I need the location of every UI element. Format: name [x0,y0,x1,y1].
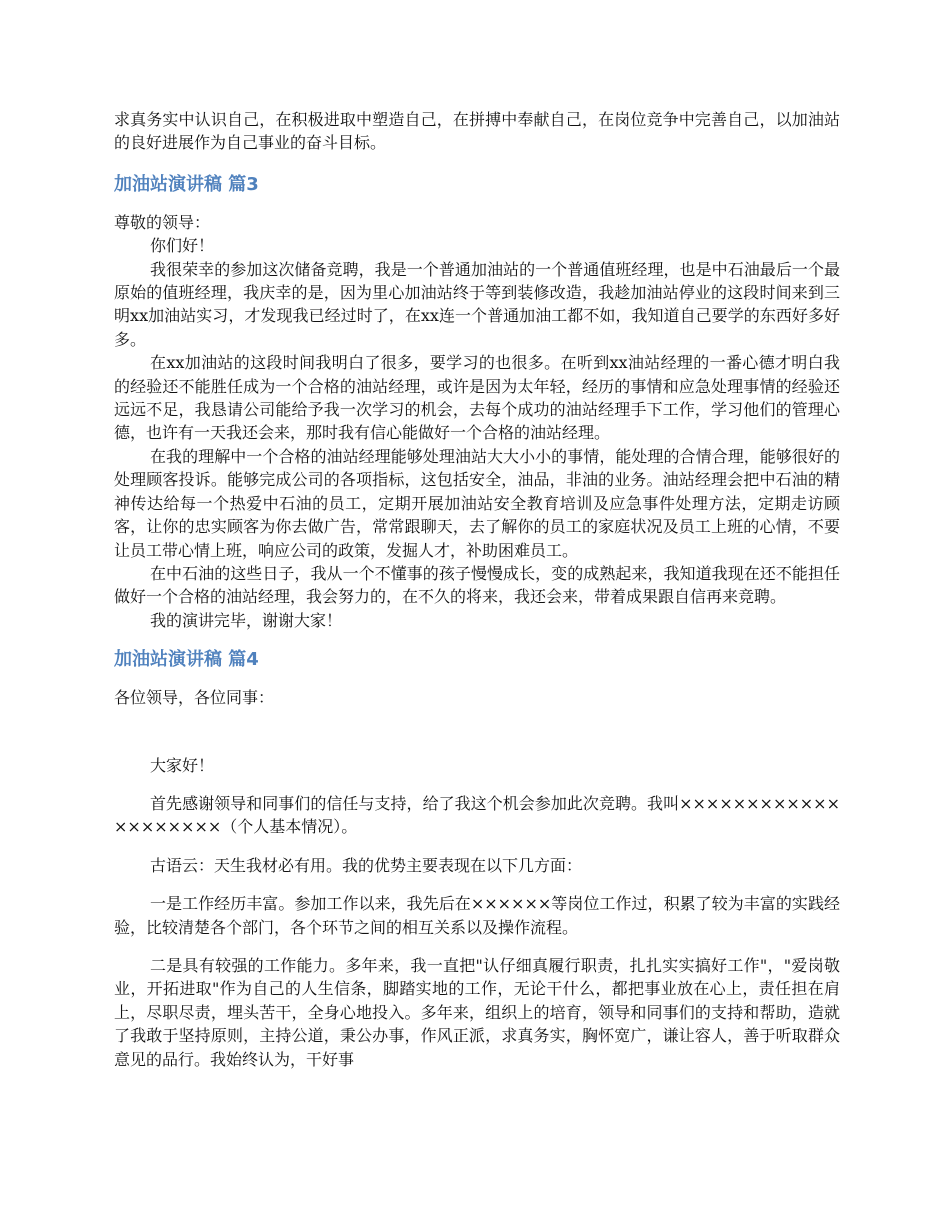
section3-heading: 加油站演讲稿 篇3 [114,173,259,195]
section3-hello: 你们好！ [150,236,215,256]
section3-paragraph-4: 在中石油的这些日子，我从一个不懂事的孩子慢慢成长，变的成熟起来，我知道我现在还不能担任做好一个合格的油站经理，我会努力的，在不久的将来，我还会来，带着成果跟自信再来竞聘。 [114,563,840,607]
intro-tail-paragraph: 求真务实中认识自己，在积极进取中塑造自己，在拼搏中奉献自己，在岗位竞争中完善自己，以加油站的良好进展作为自己事业的奋斗目标。 [114,110,840,153]
section3-paragraph-3: 在我的理解中一个合格的油站经理能够处理油站大大小小的事情，能处理的合情合理，能够很好的处理顾客投诉。能够完成公司的各项指标，这包括安全，油品，非油的业务。油站经理会把中石油的精神传达给每一个热爱中石油的员工，定期开展加油站安全教育培训及应急事件处理方法，定期走访顾客，让你的忠实顾客为你去做广告，常常跟聊天，去了解你的员工的家庭状况及员工上班的心情，不要让员工带心情上班，响应公司的政策，发掘人才，补助困难员工。 [114,446,840,560]
section4-paragraph-2: 首先感谢领导和同事们的信任与支持，给了我这个机会参加此次竞聘。我叫××××××××××××××××××××（个人基本情况）。 [114,793,840,837]
section3-closing: 我的演讲完毕，谢谢大家！ [150,610,343,630]
section4-paragraph-5: 二是具有较强的工作能力。多年来，我一直把"认仔细真履行职责，扎扎实实搞好工作"，"爱岗敬业，开拓进取"作为自己的人生信条，脚踏实地的工作，无论干什么，都把事业放在心上，责任担在肩上，尽职尽责，埋头苦干，全身心地投入。多年来，组织上的培育，领导和同事们的支持和帮助，造就了我敢于坚持原则，主持公道，秉公办事，作风正派，求真务实，胸怀宽广，谦让容人，善于听取群众意见的品行。我始终认为，干好事 [114,955,840,1069]
document-page [114,108,840,1086]
section4-paragraph-1: 大家好！ [150,755,215,775]
section4-paragraph-3: 古语云：天生我材必有用。我的优势主要表现在以下几方面： [150,855,583,875]
section4-greeting: 各位领导，各位同事： [114,688,275,708]
section4-heading: 加油站演讲稿 篇4 [114,649,259,671]
section3-greeting: 尊敬的领导： [114,212,211,232]
section3-paragraph-1: 我很荣幸的参加这次储备竞聘，我是一个普通加油站的一个普通值班经理，也是中石油最后一个最原始的值班经理，我庆幸的是，因为里心加油站终于等到装修改造，我趁加油站停业的这段时间来到三明xx加油站实习，才发现我已经过时了，在xx连一个普通加油工都不如，我知道自己要学的东西好多好多。 [114,259,840,349]
section3-paragraph-2: 在xx加油站的这段时间我明白了很多，要学习的也很多。在听到xx油站经理的一番心德才明白我的经验还不能胜任成为一个合格的油站经理，或许是因为太年轻，经历的事情和应急处理事情的经验还远远不足，我恳请公司能给予我一次学习的机会，去每个成功的油站经理手下工作，学习他们的管理心德，也许有一天我还会来，那时我有信心能做好一个合格的油站经理。 [114,353,840,443]
section4-paragraph-4: 一是工作经历丰富。参加工作以来，我先后在××××××等岗位工作过，积累了较为丰富的实践经验，比较清楚各个部门，各个环节之间的相互关系以及操作流程。 [114,894,840,937]
